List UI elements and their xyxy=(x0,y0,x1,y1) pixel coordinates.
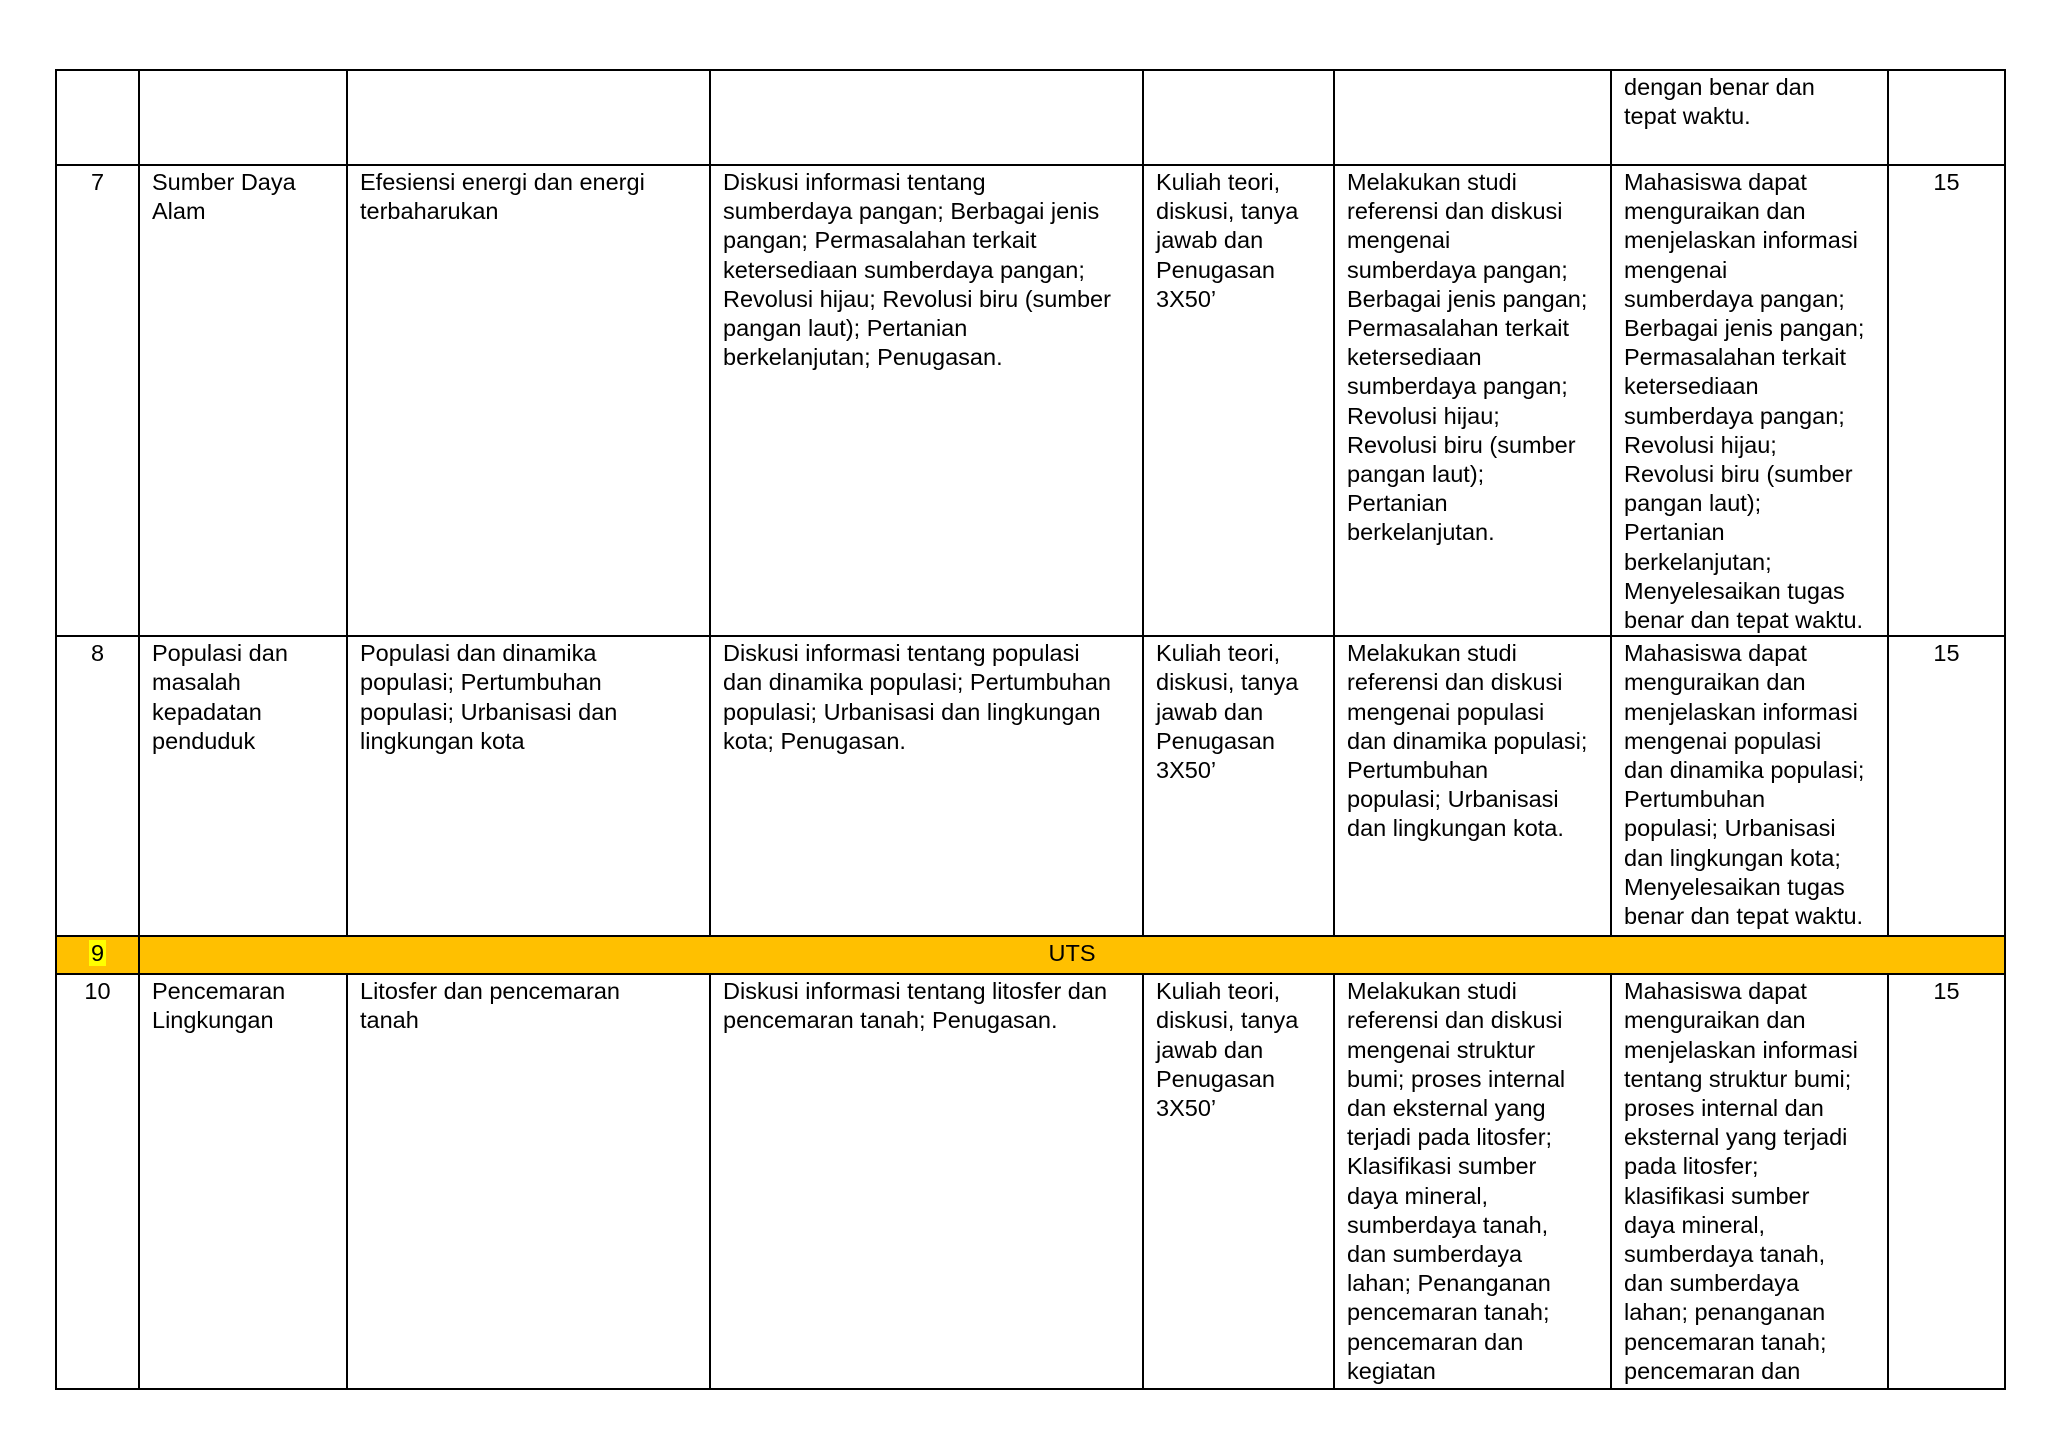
subtopic-cell: Efesiensi energi dan energi terbaharukan xyxy=(347,165,710,636)
activity-cell: Melakukan studi referensi dan diskusi mengenai populasi dan dinamika populasi; Pertumbuhan populasi; Urbanisasi dan lingkungan kota. xyxy=(1334,636,1611,936)
material-cell: Diskusi informasi tentang populasi dan dinamika populasi; Pertumbuhan populasi; Urbanisasi dan lingkungan kota; Penugasan. xyxy=(710,636,1143,936)
weight-cell: 15 xyxy=(1888,636,2005,936)
uts-row xyxy=(56,936,2005,974)
week-cell: 10 xyxy=(56,974,139,1389)
indicator-cell: Mahasiswa dapat menguraikan dan menjelaskan informasi tentang struktur bumi; proses internal dan eksternal yang terjadi pada litosfer; klasifikasi sumber daya mineral, sumberdaya tanah, dan sumberdaya lahan; penanganan pencemaran tanah; pencemaran dan xyxy=(1611,974,1888,1389)
material-cell xyxy=(710,70,1143,165)
activity-cell: Melakukan studi referensi dan diskusi mengenai sumberdaya pangan; Berbagai jenis pangan; Permasalahan terkait ketersediaan sumberdaya pangan; Revolusi hijau; Revolusi biru (sumber pangan laut); Pertanian berkelanjutan. xyxy=(1334,165,1611,636)
topic-cell: Sumber Daya Alam xyxy=(139,165,347,636)
week-cell xyxy=(56,936,139,974)
subtopic-cell: Populasi dan dinamika populasi; Pertumbuhan populasi; Urbanisasi dan lingkungan kota xyxy=(347,636,710,936)
indicator-cell: Mahasiswa dapat menguraikan dan menjelaskan informasi mengenai sumberdaya pangan; Berbagai jenis pangan; Permasalahan terkait ketersediaan sumberdaya pangan; Revolusi hijau; Revolusi biru (sumber pangan laut); Pertanian berkelanjutan; Menyelesaikan tugas benar dan tepat waktu. xyxy=(1611,165,1888,636)
indicator-cell: Mahasiswa dapat menguraikan dan menjelaskan informasi mengenai populasi dan dinamika populasi; Pertumbuhan populasi; Urbanisasi dan lingkungan kota; Menyelesaikan tugas benar dan tepat waktu. xyxy=(1611,636,1888,936)
course-plan-table xyxy=(55,69,2006,1390)
activity-cell: Melakukan studi referensi dan diskusi mengenai struktur bumi; proses internal dan eksternal yang terjadi pada litosfer; Klasifikasi sumber daya mineral, sumberdaya tanah, dan sumberdaya lahan; Penanganan pencemaran tanah; pencemaran dan kegiatan xyxy=(1334,974,1611,1389)
table-row xyxy=(56,70,2005,165)
subtopic-cell xyxy=(347,70,710,165)
weight-cell xyxy=(1888,70,2005,165)
uts-cell xyxy=(139,936,2005,974)
subtopic-cell: Litosfer dan pencemaran tanah xyxy=(347,974,710,1389)
uts-week-number: 9 xyxy=(90,940,105,967)
table-row xyxy=(56,974,2005,1389)
uts-label: UTS xyxy=(1048,940,1096,967)
weight-cell: 15 xyxy=(1888,974,2005,1389)
topic-cell xyxy=(139,70,347,165)
week-cell: 7 xyxy=(56,165,139,636)
material-cell: Diskusi informasi tentang sumberdaya pangan; Berbagai jenis pangan; Permasalahan terkait ketersediaan sumberdaya pangan; Revolusi hijau; Revolusi biru (sumber pangan laut); Pertanian berkelanjutan; Penugasan. xyxy=(710,165,1143,636)
material-cell: Diskusi informasi tentang litosfer dan pencemaran tanah; Penugasan. xyxy=(710,974,1143,1389)
method-cell: Kuliah teori, diskusi, tanya jawab dan Penugasan 3X50’ xyxy=(1143,974,1334,1389)
table-row xyxy=(56,636,2005,936)
week-cell xyxy=(56,70,139,165)
topic-cell: Pencemaran Lingkungan xyxy=(139,974,347,1389)
method-cell: Kuliah teori, diskusi, tanya jawab dan Penugasan 3X50’ xyxy=(1143,165,1334,636)
week-cell: 8 xyxy=(56,636,139,936)
activity-cell xyxy=(1334,70,1611,165)
topic-cell: Populasi dan masalah kepadatan penduduk xyxy=(139,636,347,936)
method-cell xyxy=(1143,70,1334,165)
method-cell: Kuliah teori, diskusi, tanya jawab dan Penugasan 3X50’ xyxy=(1143,636,1334,936)
weight-cell: 15 xyxy=(1888,165,2005,636)
table-row xyxy=(56,165,2005,636)
indicator-cell: dengan benar dan tepat waktu. xyxy=(1611,70,1888,165)
